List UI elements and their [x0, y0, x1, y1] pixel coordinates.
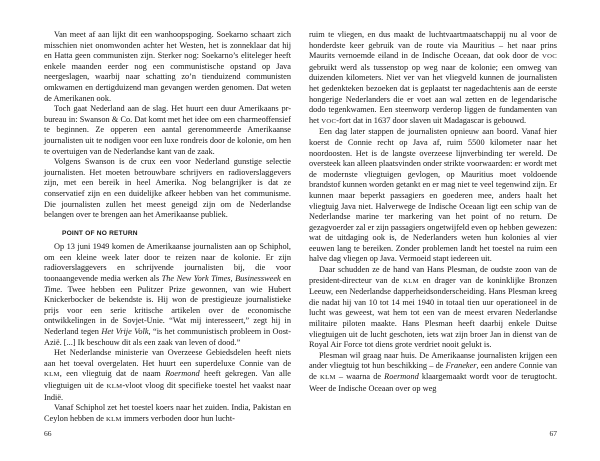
section-heading: POINT OF NO RETURN [62, 229, 138, 237]
text-run-italic: Roermond [384, 372, 419, 381]
text-run-smallcaps: VOC [321, 117, 337, 125]
text-run: Van meet af aan lijkt dit een wanhoopspoging. Soekarno schaart zich misschien niet onomwonden achter het Westen, het is zonneklaar dat hij en Hatta geen communisten zijn. Sterker nog: Soekarno’s eliteleger heeft enkele maanden eerder nog een communistische opstand op Java neergeslagen, waarbij naar schatting zo’n tienduizend communisten omkwamen en dertigduizend man gevangen werden genomen. Dat weten de Amerikanen ook. [44, 30, 291, 103]
body-paragraph [44, 104, 291, 157]
page-number-right: 67 [549, 429, 557, 438]
body-paragraph [44, 242, 291, 348]
text-run: , een andere Connie van de [309, 361, 557, 381]
text-run: Op 13 juni 1949 komen de Amerikaanse journalisten aan op Schiphol, om een kleine week later door te reizen naar de kolonie. Er zijn radioverslaggevers en schrijvende journalisten bij, die voor toonaangevende media werken als [44, 242, 291, 284]
text-run: Daar schudden ze de hand van Hans Plesman, de oudste zoon van de president-directeur van de [309, 265, 557, 285]
text-run: Toch gaat Nederland aan de slag. Het huurt een duur Amerikaans pr-bureau in: Swanson & Co. Dat komt met het idee om een charmeoffensief te beginnen. Ze opperen een aantal gerenommeerde Amerikaanse journalisten uit te nodigen voor een luxe rondreis door de kolonie, om hen te overtuigen van de Nederlandse kant van de zaak. [44, 104, 291, 156]
text-run: heeft gekregen. Van alle vliegtuigen uit de [44, 369, 291, 390]
text-run: , een vliegtuig dat de naam [59, 369, 166, 379]
text-run-italic: Franeker [445, 361, 477, 371]
body-paragraph [44, 157, 291, 221]
text-run-italic: Het Vrije Volk [101, 327, 149, 337]
body-paragraph [44, 348, 291, 403]
body-paragraph [309, 127, 557, 265]
text-run: en drager van de koninklijke Bronzen Leeuw, een Nederlandse dapperheidsonderscheiding. Hans Plesman kreeg die nadat hij van 10 tot 14 mei 1940 in totaal tien uur operationeel in de lucht was geweest, wat hem tot een van de meest ervaren Nederlandse militaire piloten maakte. Hans Plesman heeft daarbij enkele Duitse vliegtuigen uit de lucht geschoten, iets wat zijn broer Jan in dienst van de Royal Air Force tot diens grote verdriet nooit gelukt is. [309, 275, 557, 350]
text-run-smallcaps: KLM [44, 371, 60, 379]
text-run: ruim te vliegen, en dus maakt de luchtvaartmaatschappij nu al voor de honderdste keer gebruik van de route via Mauritius – het naar prins Maurits vernoemde eiland in de Indische Oceaan, dat ook door de [309, 30, 557, 61]
text-run: Volgens Swanson is de crux een voor Nederland gunstige selectie journalisten. Het moeten betrouwbare schrijvers en radioverslaggevers zijn, met een bereik in heel Amerika. Nog belangrijker is dat ze conservatief zijn en een duidelijke afkeer hebben van het communisme. Die journalisten zullen het meest geneigd zijn om de Nederlandse belangen over te brengen aan het Amerikaanse publiek. [44, 157, 291, 220]
text-run: Het Nederlandse ministerie van Overzeese Gebiedsdelen heeft niets aan het toeval overgelaten. Het huurt een superdeluxe Connie van de [44, 348, 291, 368]
text-run: Een dag later stappen de journalisten opnieuw aan boord. Vanaf hier koerst de Connie recht op Java af, ruim 5500 kilometer naar het noordoosten. Het is de langste overzeese lijnverbinding ter wereld. De oversteek kan alleen plaatsvinden onder strikte voorwaarden: er wordt met de modernste vliegtuigen gevlogen, op Mauritius moet voldoende brandstof kunnen worden getankt en er mag niet te veel tegenwind zijn. Er kunnen maar beperkt passagiers en goederen mee, anders haalt het vliegtuig Java niet. Halverwege de Indische Oceaan ligt een schip van de Nederlandse marine ter markering van het point of no return. De gezagvoerder zal er zijn passagiers ongetwijfeld even op hebben gewezen: wat de uitdaging ook is, de Nederlanders weten hun kolonies al vier eeuwen lang te bereiken. Zonder problemen landt het toestel na ruim een halve dag vliegen op Java. Vermoeid stapt iedereen uit. [309, 127, 557, 264]
text-run-smallcaps: KLM [319, 374, 336, 381]
body-paragraph [44, 403, 291, 425]
text-run-smallcaps: KLM [403, 277, 419, 285]
text-run: Vanaf Schiphol zet het toestel koers naar het zuiden. India, Pakistan en Ceylon hebben de [44, 403, 291, 423]
text-run-smallcaps: KLM [106, 383, 123, 390]
text-run-italic: The New York Times, Businessweek [161, 274, 281, 284]
right-page-text [309, 30, 557, 394]
text-run: . Twee hebben een Pulitzer Prize gewonnen, van wie Hubert Knickerbocker de bekendste is. Hij won de prestigieuze journalistieke prijs voor een serie kritische artikelen over de economische ontwikkelingen in de Sovjet-Unie. “Wat mij interesseert,” zegt hij in Nederland tegen [44, 284, 291, 337]
text-run: – waarna de [335, 372, 385, 381]
right-page [300, 0, 600, 461]
body-paragraph [309, 351, 557, 394]
text-run: -vloot vloog dit specifieke toestel het vaakst naar Indië. [44, 381, 291, 402]
text-run-italic: Roermond [165, 369, 200, 379]
left-page-text [44, 30, 291, 425]
text-run: gebruikt werd als tussenstop op weg naar de kolonie; een omweg van duizenden kilometers. Niet ver van het vliegveld kunnen de journalisten het gedenkteken bezoeken dat is geplaatst ter nagedachtenis aan de eerste hongerige Nederlanders die er voet aan wal zetten en de legendarische dodo tegenkwamen. Een steenworp verderop liggen de fundamenten van het [309, 62, 557, 125]
body-paragraph [309, 30, 557, 127]
text-run-smallcaps: VOC [541, 53, 557, 61]
body-paragraph [309, 265, 557, 351]
page-number-left: 66 [44, 429, 52, 438]
text-run-smallcaps: KLM [105, 415, 122, 423]
text-run: , “is het communistisch probleem in Oost-Azië. [...] Ik beschouw dit als een zaak van leven of dood.” [44, 327, 291, 347]
text-run: immers verboden door hun lucht- [121, 413, 235, 423]
text-run: Plesman wil graag naar huis. De Amerikaanse journalisten krijgen een ander vliegtuig tot hun beschikking – de [309, 350, 557, 371]
text-run: klaargemaakt wordt voor de terugtocht. Weer de Indische Oceaan over op weg [309, 372, 558, 393]
text-run-italic: Time [44, 284, 61, 294]
body-paragraph [44, 30, 291, 104]
text-run: -fort dat in 1637 door slaven uit Madagascar is gebouwd. [336, 115, 527, 125]
text-run: en [280, 274, 291, 284]
